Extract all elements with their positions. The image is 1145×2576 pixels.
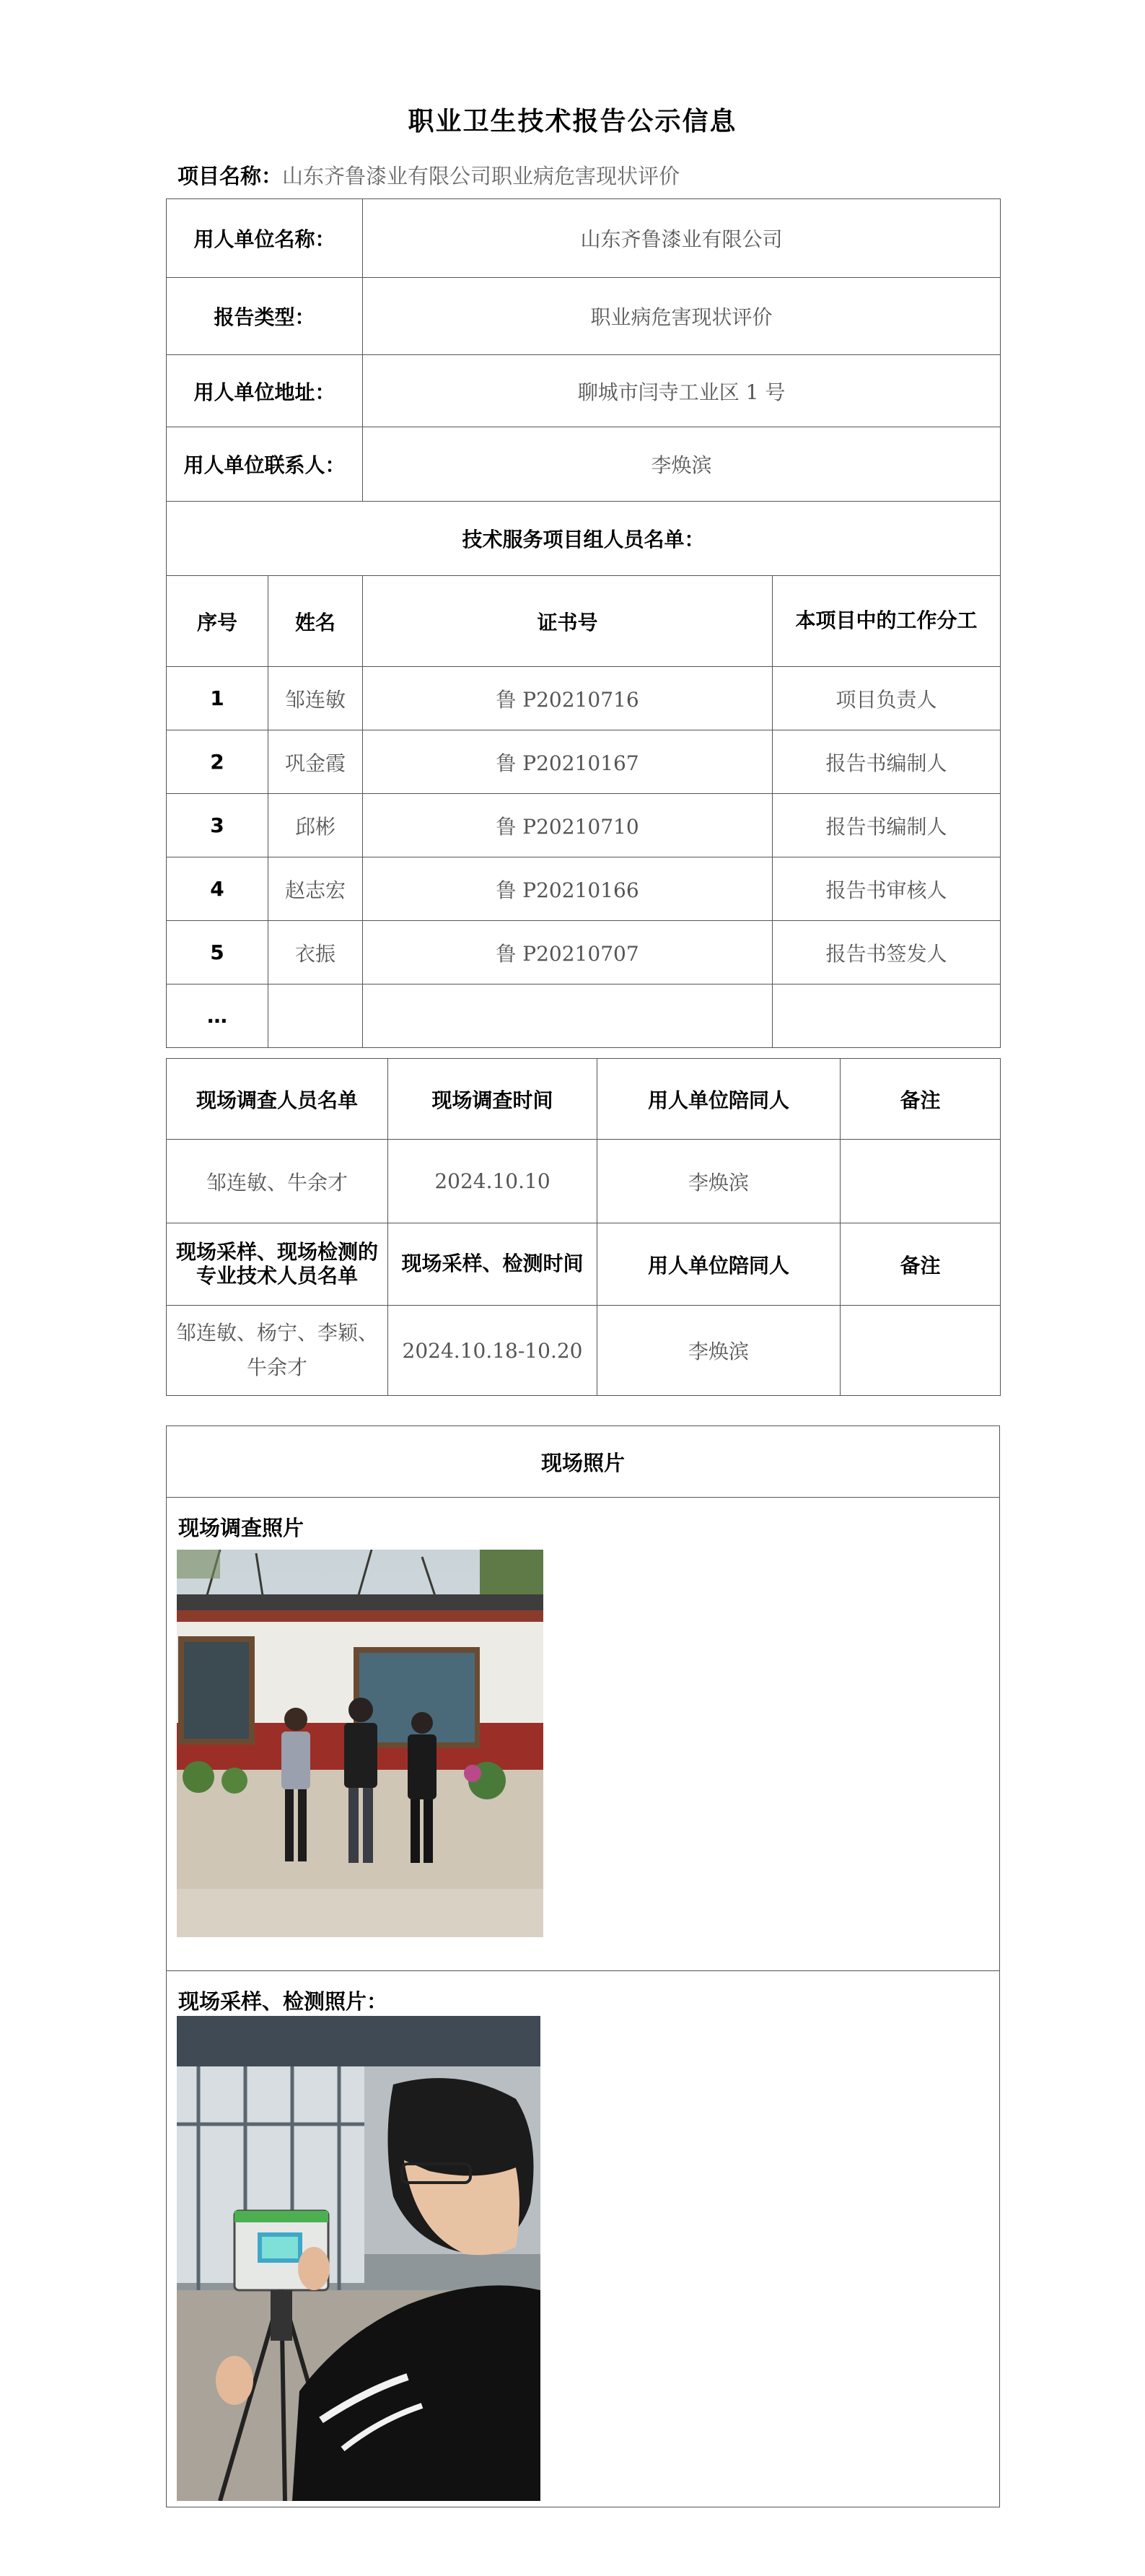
survey-staff: 邹连敏、牛余才 <box>167 1140 388 1223</box>
sampling-header-companion: 用人单位陪同人 <box>597 1223 841 1306</box>
col-header-role: 本项目中的工作分工 <box>773 576 1001 667</box>
report-type-label: 报告类型： <box>167 278 363 355</box>
address-value: 聊城市闫寺工业区 1 号 <box>363 355 1001 427</box>
survey-companion: 李焕滨 <box>597 1140 841 1223</box>
project-label: 项目名称： <box>177 164 283 188</box>
survey-photo-section <box>167 1498 999 1971</box>
sampling-date: 2024.10.18-10.20 <box>388 1306 597 1396</box>
address-row <box>167 355 1001 427</box>
contact-value: 李焕滨 <box>363 427 1001 502</box>
col-header-no: 序号 <box>167 576 268 667</box>
row-ellipsis: … <box>167 984 268 1048</box>
photos-title: 现场照片 <box>167 1426 999 1498</box>
table-row <box>167 921 1001 984</box>
row-cert: 鲁 P20210166 <box>363 857 773 921</box>
row-no: 3 <box>167 794 268 857</box>
row-role: 报告书审核人 <box>773 857 1001 921</box>
info-team-table <box>166 198 1001 1048</box>
team-title: 技术服务项目组人员名单： <box>167 502 1001 576</box>
table-row <box>167 857 1001 921</box>
survey-header-date: 现场调查时间 <box>388 1059 597 1140</box>
sampling-header-row <box>167 1223 1001 1306</box>
row-name: 邱彬 <box>268 794 363 857</box>
survey-photo <box>177 1550 543 1937</box>
team-header-row <box>167 576 1001 667</box>
sampling-staff-line2: 牛余才 <box>246 1355 307 1379</box>
sampling-row <box>167 1306 1001 1396</box>
survey-header-staff: 现场调查人员名单 <box>167 1059 388 1140</box>
survey-photo-caption: 现场调查照片 <box>178 1516 304 1540</box>
row-role: 报告书签发人 <box>773 921 1001 984</box>
team-title-row <box>167 502 1001 576</box>
row-cert: 鲁 P20210167 <box>363 730 773 794</box>
row-name: 赵志宏 <box>268 857 363 921</box>
empty-cell <box>773 984 1001 1048</box>
sampling-companion: 李焕滨 <box>597 1306 841 1396</box>
photos-box <box>166 1425 1000 2507</box>
employer-value: 山东齐鲁漆业有限公司 <box>363 199 1001 278</box>
row-no: 5 <box>167 921 268 984</box>
page-title: 职业卫生技术报告公示信息 <box>408 107 737 136</box>
survey-header-row <box>167 1059 1001 1140</box>
survey-header-note: 备注 <box>841 1059 1001 1140</box>
survey-header-companion: 用人单位陪同人 <box>597 1059 841 1140</box>
contact-row <box>167 427 1001 502</box>
employer-label: 用人单位名称： <box>167 199 363 278</box>
project-name: 山东齐鲁漆业有限公司职业病危害现状评价 <box>282 164 680 188</box>
survey-note <box>841 1140 1001 1223</box>
row-role: 报告书编制人 <box>773 730 1001 794</box>
row-no: 2 <box>167 730 268 794</box>
sampling-photo-caption: 现场采样、检测照片： <box>178 1989 388 2014</box>
col-header-name: 姓名 <box>268 576 363 667</box>
survey-table <box>166 1058 1001 1396</box>
sampling-note <box>841 1306 1001 1396</box>
row-no: 4 <box>167 857 268 921</box>
survey-date: 2024.10.10 <box>388 1140 597 1223</box>
sampling-header-note: 备注 <box>841 1223 1001 1306</box>
sampling-staff-line1: 邹连敏、杨宁、李颖、 <box>175 1321 378 1345</box>
row-no: 1 <box>167 667 268 730</box>
sampling-staff <box>167 1306 388 1396</box>
empty-cell <box>268 984 363 1048</box>
table-row <box>167 730 1001 794</box>
survey-row <box>167 1140 1001 1223</box>
table-row <box>167 984 1001 1048</box>
row-name: 巩金霞 <box>268 730 363 794</box>
row-role: 项目负责人 <box>773 667 1001 730</box>
contact-label: 用人单位联系人： <box>167 427 363 502</box>
sampling-header-staff: 现场采样、现场检测的专业技术人员名单 <box>167 1223 388 1306</box>
row-cert: 鲁 P20210716 <box>363 667 773 730</box>
row-name: 衣振 <box>268 921 363 984</box>
row-role: 报告书编制人 <box>773 794 1001 857</box>
col-header-cert: 证书号 <box>363 576 773 667</box>
report-type-value: 职业病危害现状评价 <box>363 278 1001 355</box>
sampling-header-date: 现场采样、检测时间 <box>388 1223 597 1306</box>
empty-cell <box>363 984 773 1048</box>
row-cert: 鲁 P20210707 <box>363 921 773 984</box>
sampling-photo <box>177 2016 540 2501</box>
project-line <box>177 160 680 190</box>
row-name: 邹连敏 <box>268 667 363 730</box>
table-row <box>167 667 1001 730</box>
row-cert: 鲁 P20210710 <box>363 794 773 857</box>
employer-row <box>167 199 1001 278</box>
table-row <box>167 794 1001 857</box>
address-label: 用人单位地址： <box>167 355 363 427</box>
report-type-row <box>167 278 1001 355</box>
